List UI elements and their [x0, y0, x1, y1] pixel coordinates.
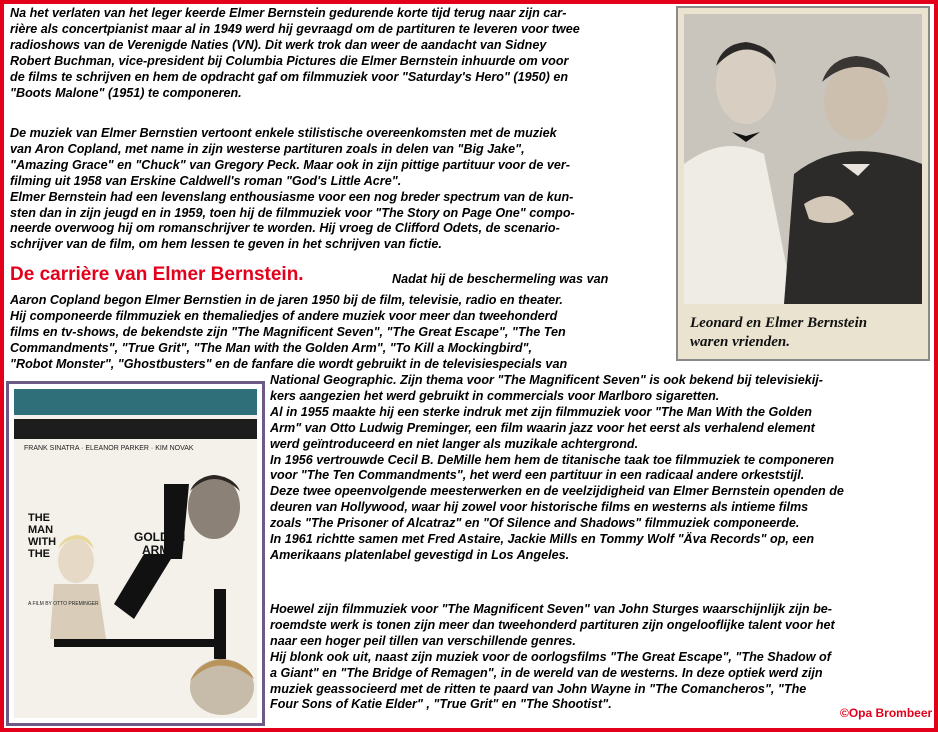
movie-poster	[6, 381, 265, 726]
intro-paragraph	[10, 6, 580, 101]
intro-line: Na het verlaten van het leger keerde Elmer Bernstein gedurende korte tijd terug naar zijn car-	[10, 6, 567, 20]
career_left-line: Aaron Copland begon Elmer Bernstien in de jaren 1950 bij de film, televisie, radio en theater.	[10, 293, 563, 307]
poster-cast: FRANK SINATRA · ELEANOR PARKER · KIM NOVAK	[24, 445, 194, 452]
career_left-line: films en tv-shows, de bekendste zijn "The Magnificent Seven", "The Great Escape", "The Ten	[10, 324, 566, 339]
final_para-line: Hoewel zijn filmmuziek voor "The Magnificent Seven" van John Sturges waarschijnlijk zijn be-	[270, 602, 832, 616]
career-paragraph-right	[270, 373, 844, 564]
career-paragraph-top	[10, 293, 567, 373]
photo-illustration	[684, 14, 922, 304]
style_para-line: van Aron Copland, met name in zijn westerse partituren zoals in delen van "Big Jake",	[10, 141, 525, 156]
poster-title-2: MAN	[28, 524, 54, 536]
intro-line: radioshows van de Verenigde Naties (VN). Dit werk trok dan weer de aandacht van Sidney	[10, 37, 547, 52]
poster-film-by: A FILM BY OTTO PREMINGER	[28, 601, 99, 607]
poster-title-golden: GOLDEN	[134, 530, 186, 544]
career_right-line: zoals "The Prisoner of Alcatraz" en "Of Silence and Shadows" filmmuziek componeerde.	[270, 516, 800, 531]
style_para-line: sten dan in zijn jeugd en in 1959, toen hij de filmmuziek voor "The Story on Page One" compo-	[10, 205, 575, 220]
intro-line: Robert Buchman, vice-president bij Columbia Pictures die Elmer Bernstein inhuurde om voor	[10, 53, 569, 68]
style_para-line: "Amazing Grace" en "Chuck" van Gregory Peck. Maar ook in zijn pittige partituur voor de ver-	[10, 157, 570, 172]
poster-title-3: WITH	[28, 536, 57, 548]
career_right-line: kers aangezien het werd gebruikt in commercials voor Marlboro sigaretten.	[270, 388, 720, 403]
final_para-line: Four Sons of Katie Elder" , "True Grit" en "The Shootist".	[270, 697, 612, 712]
style_para-line: filming uit 1958 van Erskine Caldwell's roman "God's Little Acre".	[10, 173, 402, 188]
poster-title-arm: ARM	[142, 543, 170, 557]
poster-title-4: THE	[28, 548, 50, 560]
career_right-line: voor "The Ten Commandments", het werd een partituur in een radicaal andere orkeststijl.	[270, 468, 805, 483]
style-paragraph	[10, 126, 575, 253]
photo-caption	[690, 314, 867, 352]
final_para-line: roemdste werk is tonen zijn meer dan tweehonderd partituren zijn ongelooflijke talent voor het	[270, 617, 835, 632]
style_para-line: neerde overwoog hij om romanschrijver te worden. Hij vroeg de Clifford Odets, de scenario-	[10, 221, 560, 236]
caption-line: Leonard en Elmer Bernstein	[690, 315, 868, 331]
intro-line: rière als concertpianist maar al in 1949 werd hij gevraagd om de partituren te leveren voor twee	[10, 21, 580, 36]
career_right-line: National Geographic. Zijn thema voor "The Magnificent Seven" is ook bekend bij televisiekij-	[270, 373, 823, 387]
career_left-line: Commandments", "True Grit", "The Man with the Golden Arm", "To Kill a Mockingbird",	[10, 340, 533, 355]
final-paragraph	[270, 602, 835, 713]
intro-line: "Boots Malone" (1951) te componeren.	[10, 85, 242, 100]
final_para-line: naar een hoger peil tillen van verschillende genres.	[270, 633, 576, 648]
poster-title-1: THE	[28, 512, 50, 524]
career_right-line: deuren van Hollywood, waar hij zowel voor historische films en westerns als intieme films	[270, 500, 809, 515]
career_right-line: In 1961 richtte samen met Fred Astaire, Jackie Mills en Tommy Wolf "Äva Records" op, een	[270, 532, 815, 547]
final_para-line: a Giant" en "The Bridge of Remagen", in de wereld van de westerns. In deze optiek werd zijn	[270, 665, 823, 680]
style_para-line: Elmer Bernstein had een levenslang enthousiasme voor een nog breder spectrum van de kun-	[10, 189, 574, 204]
heading-continuation: Nadat hij de beschermeling was van	[392, 272, 609, 286]
career_right-line: Amerikaans platenlabel gevestigd in Los Angeles.	[270, 547, 570, 562]
poster-image	[14, 389, 257, 718]
career_left-line: Hij componeerde filmmuziek en themaliedjes of andere muziek voor meer dan tweehonderd	[10, 308, 558, 323]
bernstein-photo	[676, 6, 930, 361]
career_right-line: Arm" van Otto Ludwig Preminger, een film waarin jazz voor het eerst als verhalend element	[270, 420, 815, 435]
career_right-line: Al in 1955 maakte hij een sterke indruk met zijn filmmuziek voor "The Man With the Golden	[270, 404, 812, 419]
caption-line: waren vrienden.	[690, 334, 791, 350]
copyright-credit: ©Opa Brombeer	[840, 706, 933, 720]
final_para-line: Hij blonk ook uit, naast zijn muziek voor de oorlogsfilms "The Great Escape", "The Shadow of	[270, 649, 831, 664]
career_left-line: "Robot Monster", "Ghostbusters" en de fanfare die wordt gebruikt in de televisiespecials van	[10, 356, 568, 371]
poster-illustration	[14, 389, 257, 718]
section-heading: De carrière van Elmer Bernstein.	[10, 264, 304, 285]
style_para-line: schrijver van de film, om hem lessen te geven in het schrijven van fictie.	[10, 237, 442, 252]
photo-image	[684, 14, 922, 304]
career_right-line: werd geïntroduceerd en niet langer als muzikale achtergrond.	[270, 436, 639, 451]
style_para-line: De muziek van Elmer Bernstien vertoont enkele stilistische overeenkomsten met de muziek	[10, 126, 557, 140]
career_right-line: In 1956 vertrouwde Cecil B. DeMille hem hem de titanische taak toe filmmuziek te componeren	[270, 452, 835, 467]
career_right-line: Deze twee opeenvolgende meesterwerken en de veelzijdigheid van Elmer Bernstein openden de	[270, 484, 844, 499]
final_para-line: muziek geassocieerd met de ritten te paard van John Wayne in "The Comancheros", "The	[270, 681, 807, 696]
intro-line: de films te schrijven en hem de opdracht gaf om filmmuziek voor "Saturday's Hero" (1950) en	[10, 69, 569, 84]
